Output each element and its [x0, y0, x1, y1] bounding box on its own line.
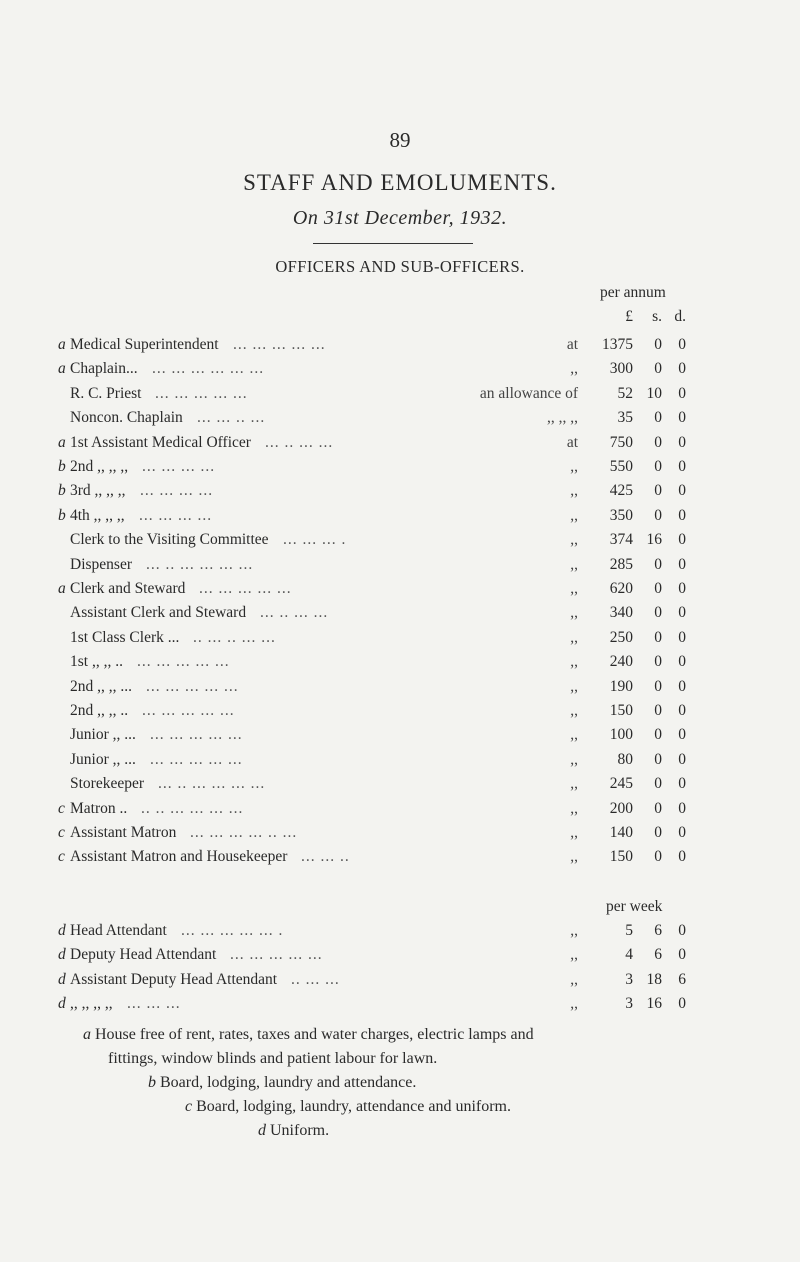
amount-pounds: 550 — [609, 458, 633, 475]
amount-pence: 0 — [678, 531, 686, 549]
amount-pounds: 1375 — [602, 336, 633, 353]
amount-pence: 0 — [678, 384, 686, 402]
dot-leader: ... ... .. — [301, 848, 350, 866]
amount-pounds: 250 — [609, 628, 633, 646]
rate-label: ,, — [570, 848, 578, 866]
dot-leader: ... ... ... — [127, 994, 181, 1012]
amount-pounds: 80 — [617, 750, 633, 768]
amount-pounds: 425 — [609, 482, 633, 500]
table-row — [0, 922, 800, 948]
table-row — [0, 556, 800, 582]
staff-title: Head Attendant — [70, 922, 167, 939]
amount-pence: 0 — [678, 799, 686, 817]
rate-label: ,, — [570, 653, 578, 671]
currency-pence-header: d. — [674, 308, 686, 325]
rate-label: ,, — [570, 994, 578, 1012]
table-row — [0, 336, 800, 362]
amount-shillings: 16 — [646, 994, 662, 1012]
amount-pence: 0 — [678, 555, 686, 573]
amount-shillings: 0 — [654, 458, 662, 475]
staff-title: Deputy Head Attendant — [70, 946, 217, 964]
dot-leader: .. ... .. ... ... — [193, 628, 276, 646]
footnote-mark: b — [58, 482, 66, 500]
amount-shillings: 0 — [654, 702, 662, 719]
staff-title: Junior ,, ... — [70, 750, 136, 768]
rate-label: ,, — [570, 482, 578, 500]
rate-label: ,, — [570, 604, 578, 622]
footnote-text: Uniform. — [270, 1122, 330, 1139]
amount-shillings: 0 — [654, 360, 662, 378]
amount-shillings: 0 — [654, 775, 662, 793]
amount-pounds: 35 — [617, 409, 633, 427]
staff-title: Dispenser — [70, 555, 132, 573]
staff-title: 1st ,, ,, .. — [70, 653, 123, 671]
footnote-mark: a — [58, 580, 66, 597]
dot-leader: ... .. ... ... — [260, 604, 329, 622]
amount-pounds: 750 — [609, 433, 633, 451]
amount-shillings: 0 — [654, 677, 662, 695]
amount-shillings: 6 — [654, 922, 662, 939]
staff-title: 2nd ,, ,, ... — [70, 677, 132, 695]
staff-title: R. C. Priest — [70, 384, 142, 402]
footnote-text: Board, lodging, laundry and attendance. — [160, 1074, 417, 1091]
amount-shillings: 0 — [654, 604, 662, 622]
dot-leader: ... .. ... ... — [265, 433, 334, 451]
table-row — [0, 995, 800, 1021]
dot-leader: ... ... .. ... — [197, 409, 266, 427]
amount-shillings: 0 — [654, 750, 662, 768]
table-row — [0, 751, 800, 777]
staff-title: Assistant Clerk and Steward — [70, 604, 247, 622]
amount-pence: 0 — [678, 433, 686, 451]
footnote-text: fittings, window blinds and patient labour for lawn. — [108, 1050, 438, 1067]
staff-title: 3rd ,, ,, ,, — [70, 482, 126, 500]
footnote-mark: c — [185, 1098, 193, 1115]
footnote-mark: d — [58, 946, 66, 964]
staff-title: Storekeeper — [70, 775, 145, 793]
amount-pounds: 300 — [609, 360, 633, 378]
amount-pounds: 245 — [609, 775, 633, 793]
amount-pence: 0 — [678, 946, 686, 964]
table-row — [0, 775, 800, 801]
staff-title: 1st Assistant Medical Officer — [70, 433, 251, 451]
amount-pence: 0 — [678, 506, 686, 524]
amount-shillings: 0 — [654, 482, 662, 500]
table-row — [0, 482, 800, 508]
amount-pounds: 340 — [609, 604, 633, 622]
rate-label: at — [566, 433, 578, 451]
table-row — [0, 702, 800, 728]
table-row — [0, 629, 800, 655]
currency-pounds-header: £ — [625, 308, 633, 325]
dot-leader: ... ... ... ... — [139, 506, 213, 524]
rate-label: ,, — [570, 970, 578, 988]
amount-pounds: 3 — [625, 970, 633, 988]
dot-leader: ... ... ... ... — [140, 482, 214, 500]
amount-pence: 0 — [678, 360, 686, 378]
staff-title: Assistant Matron and Housekeeper — [70, 848, 288, 866]
amount-shillings: 0 — [654, 726, 662, 744]
rate-label: ,, — [570, 922, 578, 939]
amount-pence: 0 — [678, 702, 686, 719]
amount-pounds: 4 — [625, 946, 633, 964]
rate-label: ,, — [570, 555, 578, 573]
table-row — [0, 824, 800, 850]
dot-leader: ... ... ... ... ... — [137, 653, 230, 671]
amount-pounds: 140 — [609, 824, 633, 841]
amount-pence: 0 — [678, 726, 686, 744]
dot-leader: .. ... ... — [291, 970, 340, 988]
amount-shillings: 18 — [646, 970, 662, 988]
amount-shillings: 0 — [654, 433, 662, 451]
amount-pounds: 150 — [609, 702, 633, 719]
dot-leader: ... ... ... ... ... . — [181, 922, 284, 939]
table-row — [0, 409, 800, 435]
amount-pounds: 190 — [609, 677, 633, 695]
rate-label: ,, — [570, 677, 578, 695]
amount-pounds: 52 — [617, 384, 633, 402]
dot-leader: ... ... ... ... ... ... — [152, 360, 265, 378]
amount-pence: 0 — [678, 824, 686, 841]
amount-pence: 0 — [678, 604, 686, 622]
staff-title: Assistant Deputy Head Attendant — [70, 970, 278, 988]
title-rule — [313, 243, 473, 244]
amount-pence: 0 — [678, 677, 686, 695]
dot-leader: ... ... ... ... ... — [142, 702, 235, 719]
amount-pounds: 200 — [609, 799, 633, 817]
footnote — [258, 1122, 329, 1140]
rate-label: an allowance of — [479, 384, 578, 402]
amount-pence: 0 — [678, 994, 686, 1012]
rate-label: ,, — [570, 750, 578, 768]
dot-leader: ... ... ... ... ... — [150, 726, 243, 744]
dot-leader: ... ... ... ... ... — [199, 580, 292, 597]
dot-leader: ... .. ... ... ... ... — [158, 775, 266, 793]
rate-label: ,, — [570, 580, 578, 597]
footnote-mark: c — [58, 848, 65, 866]
staff-title: ,, ,, ,, ,, — [70, 994, 113, 1012]
rate-label: ,, — [570, 360, 578, 378]
footnote-text: House free of rent, rates, taxes and water charges, electric lamps and — [95, 1026, 534, 1043]
amount-shillings: 0 — [654, 653, 662, 671]
staff-title: Chaplain... — [70, 360, 138, 378]
amount-pence: 0 — [678, 628, 686, 646]
amount-shillings: 0 — [654, 409, 662, 427]
footnote-mark: d — [58, 970, 66, 988]
amount-pence: 0 — [678, 336, 686, 353]
footnote-mark: a — [83, 1026, 91, 1043]
table-row — [0, 848, 800, 874]
dot-leader: ... ... ... ... — [142, 458, 216, 475]
table-row — [0, 360, 800, 386]
page-number: 89 — [389, 128, 411, 152]
table-row — [0, 385, 800, 411]
rate-label: ,, — [570, 824, 578, 841]
footnote-mark: c — [58, 824, 65, 841]
rate-label: ,, — [570, 628, 578, 646]
footnote-mark: a — [58, 336, 66, 353]
footnote-mark: b — [58, 506, 66, 524]
dot-leader: .. .. ... ... ... ... — [141, 799, 244, 817]
footnote-mark: c — [58, 799, 65, 817]
staff-title: 2nd ,, ,, .. — [70, 702, 129, 719]
rate-label: ,, ,, ,, — [547, 409, 578, 427]
amount-pence: 0 — [678, 458, 686, 475]
staff-title: Matron .. — [70, 799, 128, 817]
table-row — [0, 678, 800, 704]
rate-label: ,, — [570, 726, 578, 744]
amount-shillings: 0 — [654, 799, 662, 817]
footnote-mark: d — [58, 994, 66, 1012]
footnote — [148, 1074, 416, 1092]
table-row — [0, 507, 800, 533]
table-row — [0, 653, 800, 679]
amount-shillings: 0 — [654, 336, 662, 353]
staff-title: 2nd ,, ,, ,, — [70, 458, 129, 475]
page-subtitle: On 31st December, 1932. — [292, 207, 508, 229]
footnote-mark: b — [58, 458, 66, 475]
amount-pounds: 350 — [609, 506, 633, 524]
rate-label: ,, — [570, 702, 578, 719]
table-row — [0, 800, 800, 826]
amount-pounds: 3 — [625, 994, 633, 1012]
amount-shillings: 0 — [654, 580, 662, 597]
staff-title: Noncon. Chaplain — [70, 409, 183, 427]
amount-shillings: 10 — [646, 384, 662, 402]
amount-shillings: 0 — [654, 848, 662, 866]
table-row — [0, 946, 800, 972]
footnote-mark: d — [58, 922, 66, 939]
amount-pence: 0 — [678, 848, 686, 866]
per-annum-header: per annum — [600, 284, 666, 301]
footnote-mark: b — [148, 1074, 156, 1091]
amount-pounds: 240 — [609, 653, 633, 671]
staff-title: 1st Class Clerk ... — [70, 628, 180, 646]
staff-title: Clerk and Steward — [70, 580, 186, 597]
amount-pounds: 5 — [625, 922, 633, 939]
amount-pence: 0 — [678, 750, 686, 768]
amount-shillings: 0 — [654, 824, 662, 841]
amount-shillings: 0 — [654, 555, 662, 573]
section-heading: OFFICERS AND SUB-OFFICERS. — [275, 257, 525, 276]
dot-leader: ... ... ... ... ... — [150, 750, 243, 768]
table-row — [0, 458, 800, 484]
table-row — [0, 604, 800, 630]
amount-pounds: 374 — [609, 531, 633, 549]
rate-label: at — [566, 336, 578, 353]
page-title: STAFF AND EMOLUMENTS. — [243, 170, 557, 195]
amount-pence: 6 — [678, 970, 686, 988]
table-row — [0, 531, 800, 557]
footnote-mark: a — [58, 433, 66, 451]
amount-pounds: 285 — [609, 555, 633, 573]
rate-label: ,, — [570, 775, 578, 793]
staff-title: 4th ,, ,, ,, — [70, 506, 125, 524]
table-row — [0, 580, 800, 606]
dot-leader: ... ... ... ... .. ... — [190, 824, 298, 841]
dot-leader: ... .. ... ... ... ... — [146, 555, 254, 573]
amount-pence: 0 — [678, 482, 686, 500]
rate-label: ,, — [570, 531, 578, 549]
rate-label: ,, — [570, 799, 578, 817]
footnote-text: Board, lodging, laundry, attendance and uniform. — [196, 1098, 511, 1115]
rate-label: ,, — [570, 458, 578, 475]
currency-shillings-header: s. — [652, 308, 662, 325]
dot-leader: ... ... ... ... ... — [230, 946, 323, 964]
amount-shillings: 0 — [654, 628, 662, 646]
rate-label: ,, — [570, 506, 578, 524]
per-week-header: per week — [606, 898, 663, 915]
staff-title: Clerk to the Visiting Committee — [70, 531, 269, 549]
staff-title: Junior ,, ... — [70, 726, 136, 744]
footnote — [83, 1026, 534, 1044]
amount-shillings: 6 — [654, 946, 662, 964]
footnote — [185, 1098, 511, 1116]
amount-pounds: 100 — [609, 726, 633, 744]
staff-title: Medical Superintendent — [70, 336, 219, 353]
dot-leader: ... ... ... ... ... — [155, 384, 248, 402]
footnote-mark: d — [258, 1122, 266, 1139]
amount-pence: 0 — [678, 409, 686, 427]
amount-pounds: 150 — [609, 848, 633, 866]
table-row — [0, 971, 800, 997]
amount-pence: 0 — [678, 922, 686, 939]
amount-pence: 0 — [678, 775, 686, 793]
dot-leader: ... ... ... ... ... — [146, 677, 239, 695]
table-row — [0, 726, 800, 752]
amount-pence: 0 — [678, 580, 686, 597]
amount-shillings: 0 — [654, 506, 662, 524]
footnote — [108, 1050, 437, 1068]
rate-label: ,, — [570, 946, 578, 964]
dot-leader: ... ... ... . — [283, 531, 347, 549]
amount-pence: 0 — [678, 653, 686, 671]
amount-pounds: 620 — [609, 580, 633, 597]
amount-shillings: 16 — [646, 531, 662, 549]
table-row — [0, 434, 800, 460]
staff-title: Assistant Matron — [70, 824, 177, 841]
footnote-mark: a — [58, 360, 66, 378]
dot-leader: ... ... ... ... ... — [233, 336, 326, 353]
